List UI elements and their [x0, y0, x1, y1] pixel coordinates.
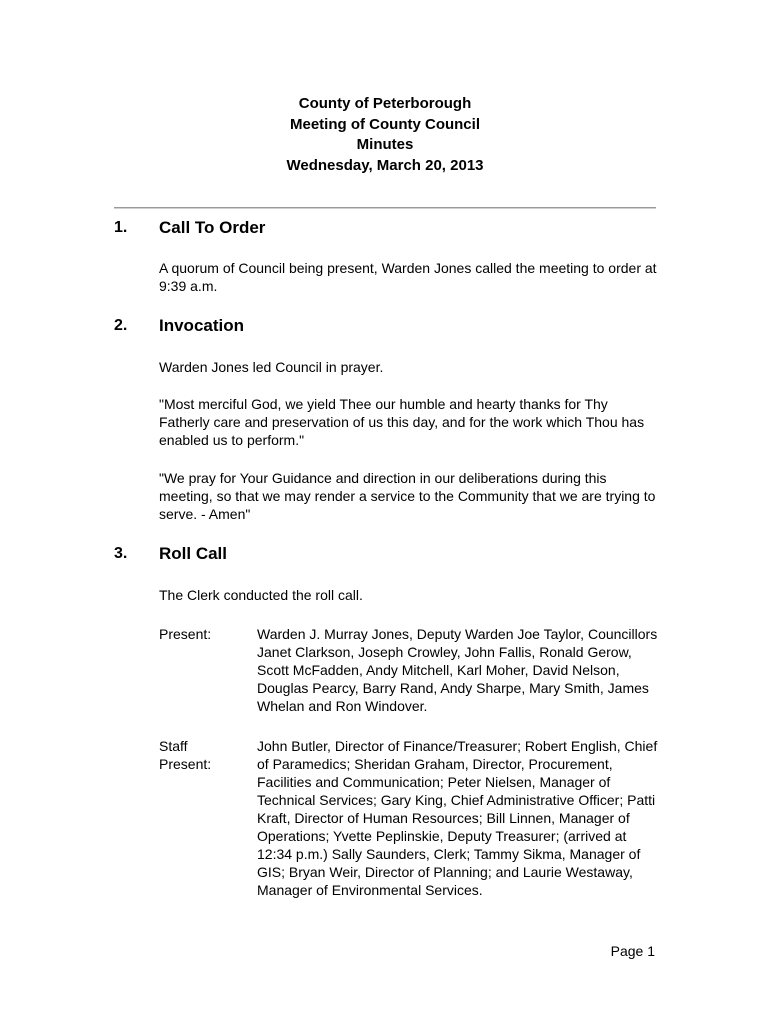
section-3-title: Roll Call: [159, 544, 228, 563]
header-meeting-type: Meeting of County Council: [290, 115, 480, 133]
staff-label-line-1: Staff: [159, 738, 188, 754]
section-2-paragraph-2: "Most merciful God, we yield Thee our humble and hearty thanks for Thy Fatherly care and preservation of us this day, and for the work which Thou has enabled us to perform.": [159, 396, 645, 448]
document-header: [0, 94, 770, 176]
section-2-number: 2.: [114, 317, 128, 334]
section-2-paragraph-1: Warden Jones led Council in prayer.: [159, 359, 384, 375]
present-label: Present:: [159, 626, 212, 642]
section-2-title: Invocation: [159, 316, 245, 335]
header-organization: County of Peterborough: [298, 95, 472, 112]
page-number: Page 1: [610, 943, 655, 959]
section-1-number: 1.: [114, 219, 128, 236]
section-1-paragraph: A quorum of Council being present, Warden Jones called the meeting to order at 9:39 a.m.: [159, 260, 657, 294]
staff-present-list: John Butler, Director of Finance/Treasurer; Robert English, Chief of Paramedics; Sheridan Graham, Director, Procurement, Facilities and Communication; Peter Nielsen, Manager of Technical Services; Gary King, Chief Administrative Officer; Patti Kraft, Director of Human Resources; Bill Linnen, Manager of Operations; Yvette Peplinskie, Deputy Treasurer; (arrived at 12:34 p.m.) Sally Saunders, Clerk; Tammy Sikma, Manager of GIS; Bryan Weir, Director of Planning; and Laurie Westaway, Manager of Environmental Services.: [257, 738, 658, 898]
section-1-title: Call To Order: [159, 218, 266, 237]
header-divider: [114, 207, 656, 209]
present-members-list: Warden J. Murray Jones, Deputy Warden Joe Taylor, Councillors Janet Clarkson, Joseph Crowley, John Fallis, Ronald Gerow, Scott McFadden, Andy Mitchell, Karl Moher, David Nelson, Douglas Pearcy, Barry Rand, Andy Sharpe, Mary Smith, James Whelan and Ron Windover.: [257, 626, 658, 714]
staff-label-line-2: Present:: [159, 756, 212, 772]
section-3-number: 3.: [114, 545, 128, 562]
section-3-paragraph: The Clerk conducted the roll call.: [159, 587, 363, 603]
section-2-paragraph-3: "We pray for Your Guidance and direction in our deliberations during this meeting, so that we may render a service to the Community that we are trying to serve. - Amen": [159, 470, 656, 522]
header-date: Wednesday, March 20, 2013: [286, 156, 484, 174]
header-document-type: Minutes: [356, 136, 414, 153]
